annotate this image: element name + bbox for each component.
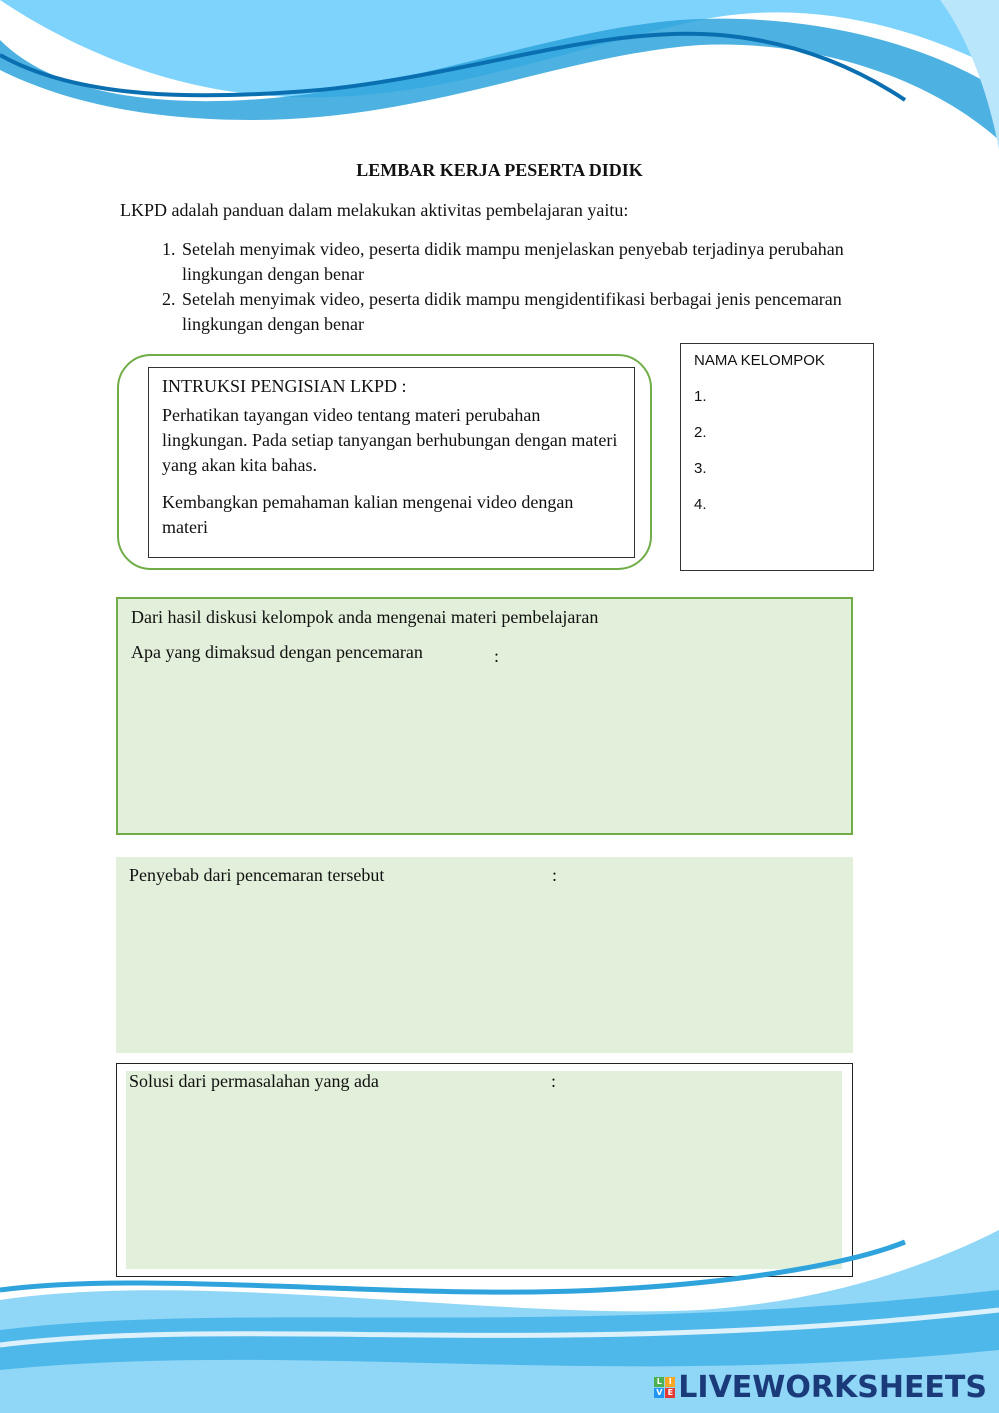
objectives-list — [150, 237, 850, 337]
question-3-label: Solusi dari permasalahan yang ada — [129, 1071, 379, 1091]
logo-letter: E — [665, 1388, 675, 1398]
group-member-field[interactable]: 4. — [694, 496, 707, 513]
logo-text: LIVEWORKSHEETS — [678, 1370, 987, 1405]
logo-letter: L — [654, 1377, 664, 1387]
group-heading: NAMA KELOMPOK — [694, 352, 825, 369]
header-wave-decoration — [0, 0, 999, 150]
instruction-heading: INTRUKSI PENGISIAN LKPD : — [162, 376, 407, 396]
question-1-box[interactable] — [116, 597, 853, 835]
group-member-field[interactable]: 3. — [694, 460, 707, 477]
instruction-box — [148, 367, 635, 558]
group-member-field[interactable]: 1. — [694, 388, 707, 405]
page-title: LEMBAR KERJA PESERTA DIDIK — [356, 160, 643, 180]
logo-letter: I — [665, 1377, 675, 1387]
question-2-colon: : — [552, 865, 558, 885]
instruction-paragraph: Perhatikan tayangan video tentang materi perubahan lingkungan. Pada setiap tanyangan berhubungan dengan materi yang akan kita bahas. — [162, 405, 618, 475]
instruction-paragraph: Kembangkan pemahaman kalian mengenai video dengan materi — [162, 492, 574, 537]
objective-item: 1. Setelah menyimak video, peserta didik mampu menjelaskan penyebab terjadinya perubahan lingkungan dengan benar — [180, 237, 850, 287]
question-3-colon: : — [551, 1071, 557, 1091]
question-1-colon: : — [494, 646, 500, 666]
objective-item: 2. Setelah menyimak video, peserta didik mampu mengidentifikasi berbagai jenis pencemaran lingkungan dengan benar — [180, 287, 850, 337]
intro-text: LKPD adalah panduan dalam melakukan aktivitas pembelajaran yaitu: — [120, 200, 629, 220]
question-2-label: Penyebab dari pencemaran tersebut — [129, 865, 385, 885]
logo-mark-icon — [654, 1377, 675, 1398]
group-names-box — [680, 343, 874, 571]
question-2-box[interactable] — [116, 857, 853, 1053]
question-1-lead: Dari hasil diskusi kelompok anda mengenai materi pembelajaran — [131, 607, 599, 627]
question-1-label: Apa yang dimaksud dengan pencemaran — [131, 642, 423, 662]
liveworksheets-logo — [654, 1370, 987, 1405]
group-member-field[interactable]: 2. — [694, 424, 707, 441]
logo-letter: V — [656, 1388, 663, 1397]
